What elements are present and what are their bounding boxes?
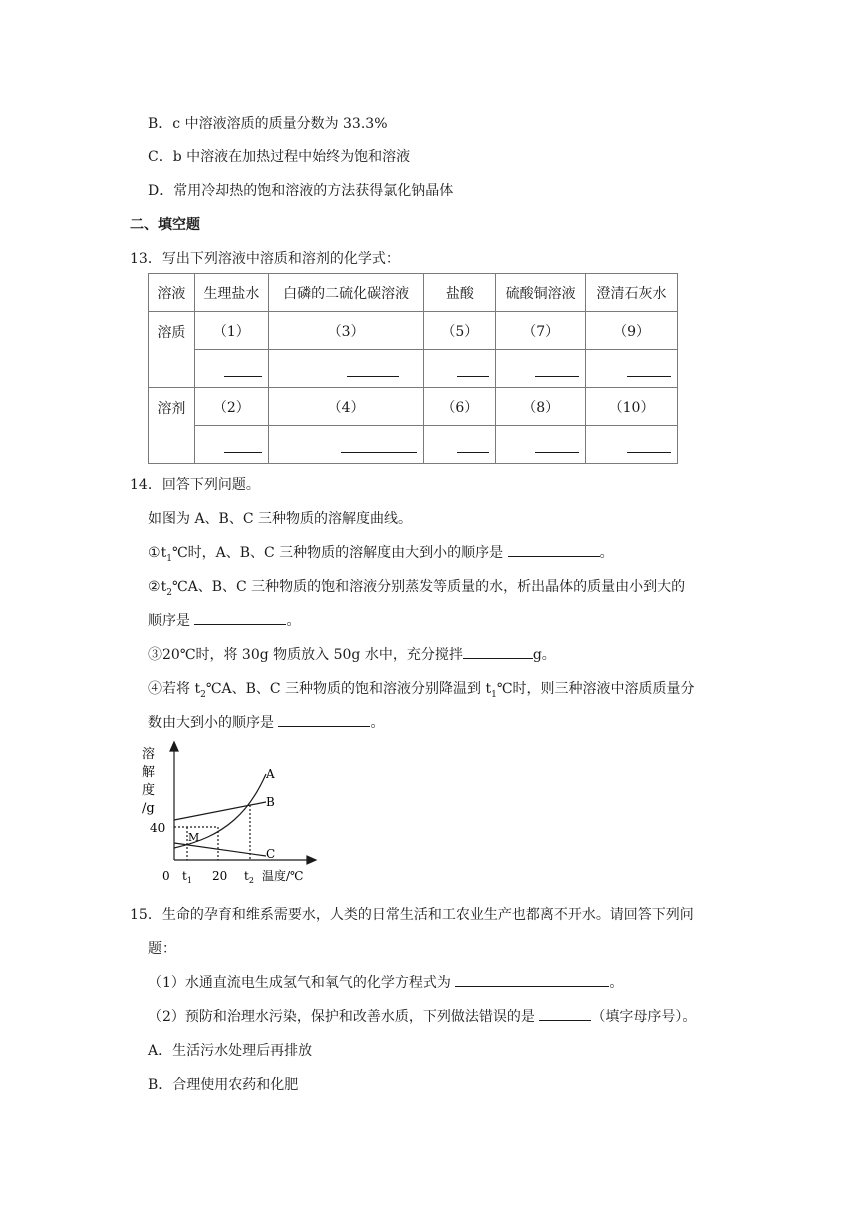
answer-blank[interactable] bbox=[496, 426, 586, 464]
answer-blank[interactable] bbox=[539, 1006, 591, 1021]
q14-part1: $①t_1℃$时，A、B、C 三种物质的溶解度由大到小的顺序是 。 bbox=[148, 542, 614, 564]
point-m-label: M bbox=[188, 831, 200, 844]
q15-option-b: B．合理使用农药和化肥 bbox=[148, 1077, 299, 1093]
curve-c-label: C bbox=[266, 847, 276, 861]
q14-part3: ③20℃时，将 30g 物质放入 50g 水中，充分搅拌 g。 bbox=[148, 644, 556, 664]
blank-number: （10） bbox=[586, 388, 678, 426]
table-header-cell: 白磷的二硫化碳溶液 bbox=[268, 274, 424, 312]
blank-number: （6） bbox=[424, 388, 496, 426]
curve-a-label: A bbox=[266, 767, 275, 781]
section-title: 二、填空题 bbox=[130, 217, 200, 233]
q15-part2: （2）预防和治理水污染，保护和改善水质，下列做法错误的是 （填字母序号）。 bbox=[148, 1006, 696, 1026]
blank-number: （9） bbox=[586, 312, 678, 350]
origin-label: 0 bbox=[162, 869, 170, 883]
q14-intro: 如图为 A、B、C 三种物质的溶解度曲线。 bbox=[148, 511, 413, 527]
answer-blank[interactable] bbox=[268, 350, 424, 388]
x-tick-t2: $t_2$ bbox=[244, 869, 254, 885]
x-axis-arrow bbox=[307, 856, 316, 864]
solute-number-row bbox=[149, 312, 678, 350]
answer-blank[interactable] bbox=[268, 426, 424, 464]
q12-option-d: D．常用冷却热的饱和溶液的方法获得氯化钠晶体 bbox=[148, 183, 454, 199]
answer-blank[interactable] bbox=[194, 610, 286, 625]
curve-b-label: B bbox=[266, 795, 275, 809]
blank-number: （1） bbox=[194, 312, 268, 350]
blank-number: （2） bbox=[194, 388, 268, 426]
table-header-cell: 硫酸铜溶液 bbox=[496, 274, 586, 312]
y-label-char: 度 bbox=[142, 783, 156, 798]
q14-part2: $②t_2℃A$、B、C 三种物质的饱和溶液分别蒸发等质量的水，析出晶体的质量由小到大的 bbox=[148, 579, 686, 598]
answer-blank[interactable] bbox=[424, 426, 496, 464]
table-header-cell: 澄清石灰水 bbox=[586, 274, 678, 312]
blank-number: （7） bbox=[496, 312, 586, 350]
y-label-char: 解 bbox=[142, 765, 156, 780]
table-header-cell: 溶液 bbox=[149, 274, 195, 312]
table-header-cell: 盐酸 bbox=[424, 274, 496, 312]
table-header-row bbox=[149, 274, 678, 312]
q12-option-b: B．c 中溶液溶质的质量分数为 33.3% bbox=[148, 116, 388, 132]
solvent-number-row bbox=[149, 388, 678, 426]
q14-stem: 14．回答下列问题。 bbox=[130, 477, 260, 493]
blank-number: （4） bbox=[268, 388, 424, 426]
solution-table bbox=[148, 273, 678, 464]
answer-blank[interactable] bbox=[455, 972, 609, 987]
q14-part2-cont: 顺序是 。 bbox=[148, 610, 300, 630]
solvent-answer-row bbox=[149, 426, 678, 464]
table-header-cell: 生理盐水 bbox=[194, 274, 268, 312]
answer-blank[interactable] bbox=[194, 350, 268, 388]
solvent-label: 溶剂 bbox=[149, 388, 195, 464]
x-tick-t1: $t_1$ bbox=[182, 869, 192, 885]
blank-number: （5） bbox=[424, 312, 496, 350]
solute-answer-row bbox=[149, 350, 678, 388]
answer-blank[interactable] bbox=[496, 350, 586, 388]
curve-b bbox=[174, 802, 266, 820]
answer-blank[interactable] bbox=[463, 644, 533, 659]
blank-number: （3） bbox=[268, 312, 424, 350]
y-label-char: /g bbox=[142, 801, 155, 816]
answer-blank[interactable] bbox=[586, 426, 678, 464]
q13-stem: 13．写出下列溶液中溶质和溶剂的化学式： bbox=[130, 251, 400, 267]
answer-blank[interactable] bbox=[424, 350, 496, 388]
q15-part1: （1）水通直流电生成氢气和氧气的化学方程式为 。 bbox=[148, 972, 623, 992]
answer-blank[interactable] bbox=[194, 426, 268, 464]
q15-option-a: A．生活污水处理后再排放 bbox=[148, 1043, 313, 1059]
answer-blank[interactable] bbox=[586, 350, 678, 388]
q15-stem: 15．生命的孕育和维系需要水，人类的日常生活和工农业生产也都离不开水。请回答下列问 bbox=[130, 907, 694, 923]
x-axis-label: 温度/℃ bbox=[262, 869, 304, 883]
q14-part4-cont: 数由大到小的顺序是 。 bbox=[148, 712, 384, 732]
solubility-graph bbox=[140, 738, 330, 888]
q14-part4: ④若将 $t_2℃A$、B、C 三种物质的饱和溶液分别降温到 $t_1℃$时，则三种溶液中溶质质量分 bbox=[148, 681, 695, 700]
y-axis-arrow bbox=[170, 742, 178, 751]
q15-stem-cont: 题： bbox=[148, 941, 176, 957]
curve-c bbox=[174, 843, 266, 856]
solute-label: 溶质 bbox=[149, 312, 195, 388]
y-tick-40: 40 bbox=[150, 821, 166, 835]
blank-number: （8） bbox=[496, 388, 586, 426]
answer-blank[interactable] bbox=[508, 542, 600, 557]
answer-blank[interactable] bbox=[278, 712, 370, 727]
x-tick-20: 20 bbox=[212, 869, 228, 883]
y-label-char: 溶 bbox=[142, 747, 156, 762]
q12-option-c: C．b 中溶液在加热过程中始终为饱和溶液 bbox=[148, 149, 411, 165]
